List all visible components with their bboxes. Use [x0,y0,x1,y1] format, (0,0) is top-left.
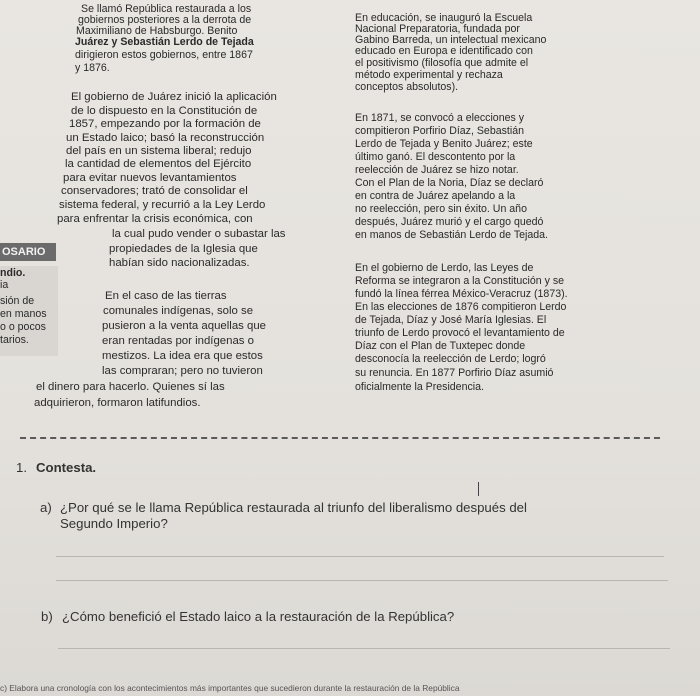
left-line: y 1876. [75,62,110,74]
pen-mark [478,482,479,496]
right-line: su renuncia. En 1877 Porfirio Díaz asumió [355,367,554,379]
right-line: En el gobierno de Lerdo, las Leyes de [355,262,534,274]
right-line: después, Juárez murió y el cargo quedó [355,216,544,228]
sidebar-line: en manos [0,308,47,320]
answer-line[interactable] [58,648,670,649]
right-line: Gabino Barreda, un intelectual mexicano [355,34,547,46]
sidebar-line: tarios. [0,334,29,346]
left-line: sistema federal, y recurrió a la Ley Lerdo [59,199,266,211]
left-line: mestizos. La idea era que estos [102,350,263,362]
question-a-label: a) [40,500,52,515]
left-line: adquirieron, formaron latifundios. [34,397,201,409]
left-line: En el caso de las tierras [105,290,227,302]
question-a-text: Segundo Imperio? [60,516,168,531]
left-line: la cual pudo vender o subastar las [112,228,286,240]
left-line: gobiernos posteriores a la derrota de [78,14,252,26]
right-line: último ganó. El descontento por la [355,151,516,163]
left-line: dirigieron estos gobiernos, entre 1867 [75,49,253,61]
question-a-text: ¿Por qué se le llama República restaurada al triunfo del liberalismo después del [60,500,527,515]
left-line: El gobierno de Juárez inició la aplicación [71,91,277,103]
right-line: En las elecciones de 1876 compitieron Lerdo [355,301,567,313]
left-line: la cantidad de elementos del Ejército [65,158,252,170]
right-line: Lerdo de Tejada y Benito Juárez; este [355,138,533,150]
right-line: de Tejada, Díaz y José María Iglesias. El [355,314,547,326]
right-line: educado en Europa e identificado con [355,45,533,57]
right-line: Nacional Preparatoria, fundada por [355,23,520,35]
activity-number: 1. [16,460,27,475]
right-line: en manos de Sebastián Lerdo de Tejada. [355,229,548,241]
right-line: en contra de Juárez apelando a la [355,190,516,202]
right-line: Díaz con el Plan de Tuxtepec donde [355,340,526,352]
right-line: el positivismo (filosofía que admite el [355,57,529,69]
left-line: para enfrentar la crisis económica, con [57,213,253,225]
right-line: no reelección, pero sin éxito. Un año [355,203,527,215]
question-b-text: ¿Cómo benefició el Estado laico a la restauración de la República? [62,609,455,624]
left-line: el dinero para hacerlo. Quienes sí las [36,381,225,393]
right-line: compitieron Porfirio Díaz, Sebastián [355,125,524,137]
right-line: Reforma se integraron a la Constitución y se [355,275,565,287]
left-line: Juárez y Sebastián Lerdo de Tejada [75,36,254,48]
left-line: 1857, empezando por la formación de [69,118,261,130]
right-line: En 1871, se convocó a elecciones y [355,112,525,124]
section-divider [20,437,660,439]
left-line: las compraran; pero no tuvieron [102,365,263,377]
left-line: pusieron a la venta aquellas que [102,320,267,332]
left-line: para evitar nuevos levantamientos [63,172,237,184]
right-line: desconocía la reelección de Lerdo; logró [355,353,546,365]
sidebar-line: o o pocos [0,321,46,333]
left-line: de lo dispuesto en la Constitución de [71,105,258,117]
right-line: triunfo de Lerdo provocó el levantamiento de [355,327,565,339]
answer-line[interactable] [56,556,664,557]
right-line: método experimental y rechaza [355,69,503,81]
activity-heading: Contesta. [36,460,97,475]
answer-line[interactable] [56,580,668,581]
left-line: un Estado laico; basó la reconstrucción [66,132,265,144]
question-c-text: c) Elabora una cronología con los acontecimientos más importantes que sucedieron durante la restauración de la República [0,683,460,693]
left-line: del país en un sistema liberal; redujo [66,145,252,157]
right-line: En educación, se inauguró la Escuela [355,12,533,24]
sidebar-line: ia [0,279,9,291]
right-line: fundó la línea férrea México-Veracruz (1873). [355,288,568,300]
glossary-tag: OSARIO [0,243,56,261]
right-line: reelección de Juárez se hizo notar. [355,164,519,176]
left-line: comunales indígenas, solo se [103,305,254,317]
right-line: Con el Plan de la Noria, Díaz se declaró [355,177,544,189]
right-line: conceptos absolutos). [355,81,459,93]
question-b-label: b) [41,609,53,624]
right-line: oficialmente la Presidencia. [355,381,484,393]
left-line: conservadores; trató de consolidar el [61,185,248,197]
left-line: habían sido nacionalizadas. [109,257,250,269]
left-line: Maximiliano de Habsburgo. Benito [76,25,238,37]
left-line: eran rentadas por indígenas o [102,335,254,347]
left-line: Se llamó República restaurada a los [81,3,252,15]
sidebar-line: ndio. [0,267,26,279]
left-line: propiedades de la Iglesia que [109,243,258,255]
sidebar-line: sión de [0,295,35,307]
